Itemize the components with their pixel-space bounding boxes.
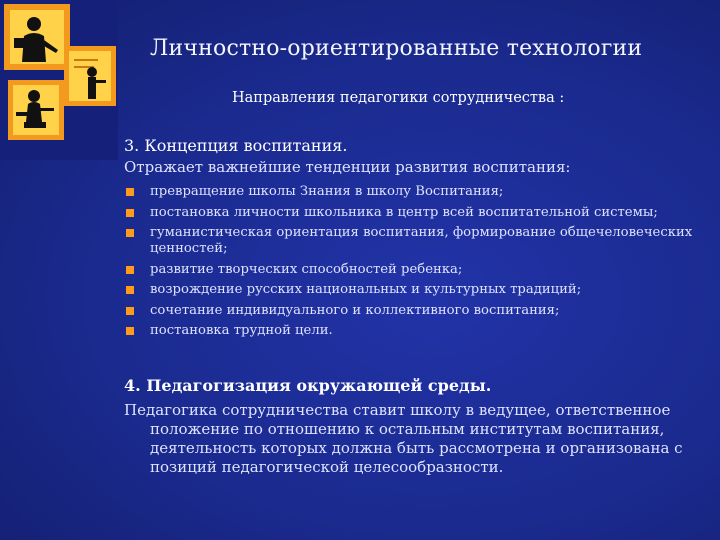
list-item-text: сочетание индивидуального и коллективного воспитания; <box>150 302 560 318</box>
list-item <box>124 262 704 278</box>
list-item <box>124 323 704 339</box>
list-item-text: развитие творческих способностей ребенка; <box>150 261 463 277</box>
slide-subtitle: Направления педагогики сотрудничества : <box>232 90 565 106</box>
clipart-panel <box>0 0 120 150</box>
bullet-square-icon <box>126 286 134 294</box>
section-3-heading: 3. Концепция воспитания. <box>124 136 348 155</box>
list-item <box>124 282 704 298</box>
list-item-text: гуманистическая ориентация воспитания, формирование общечеловеческих ценностей; <box>150 225 693 256</box>
list-item <box>124 303 704 319</box>
list-item <box>124 205 704 221</box>
section-3-lead: Отражает важнейшие тенденции развития воспитания: <box>124 158 571 176</box>
list-item-text: постановка личности школьника в центр всей воспитательной системы; <box>150 204 658 220</box>
teacher-at-board-icon <box>64 46 116 106</box>
list-item-text: возрождение русских национальных и культурных традиций; <box>150 282 582 297</box>
section-4-heading: 4. Педагогизация окружающей среды. <box>124 376 492 395</box>
slide-title: Личностно-ориентированные технологии <box>150 36 643 61</box>
bullet-square-icon <box>126 307 134 315</box>
section-4-body: Педагогика сотрудничества ставит школу в ведущее, ответственное положение по отношению к остальным институтам воспитания, деятельность которых должна быть рассмотрена и организована с позиций педагогической целесообразности. <box>124 401 683 476</box>
reading-person-icon <box>4 4 70 70</box>
list-item-text: превращение школы Знания в школу Воспитания; <box>150 184 504 199</box>
list-item <box>124 184 704 200</box>
bullet-square-icon <box>126 266 134 274</box>
student-at-desk-icon <box>8 80 64 140</box>
bullet-square-icon <box>126 229 134 237</box>
bullet-square-icon <box>126 327 134 335</box>
section-3-bullet-list <box>124 184 704 344</box>
bullet-square-icon <box>126 188 134 196</box>
list-item-text: постановка трудной цели. <box>150 323 333 338</box>
bullet-square-icon <box>126 209 134 217</box>
list-item <box>124 225 704 257</box>
